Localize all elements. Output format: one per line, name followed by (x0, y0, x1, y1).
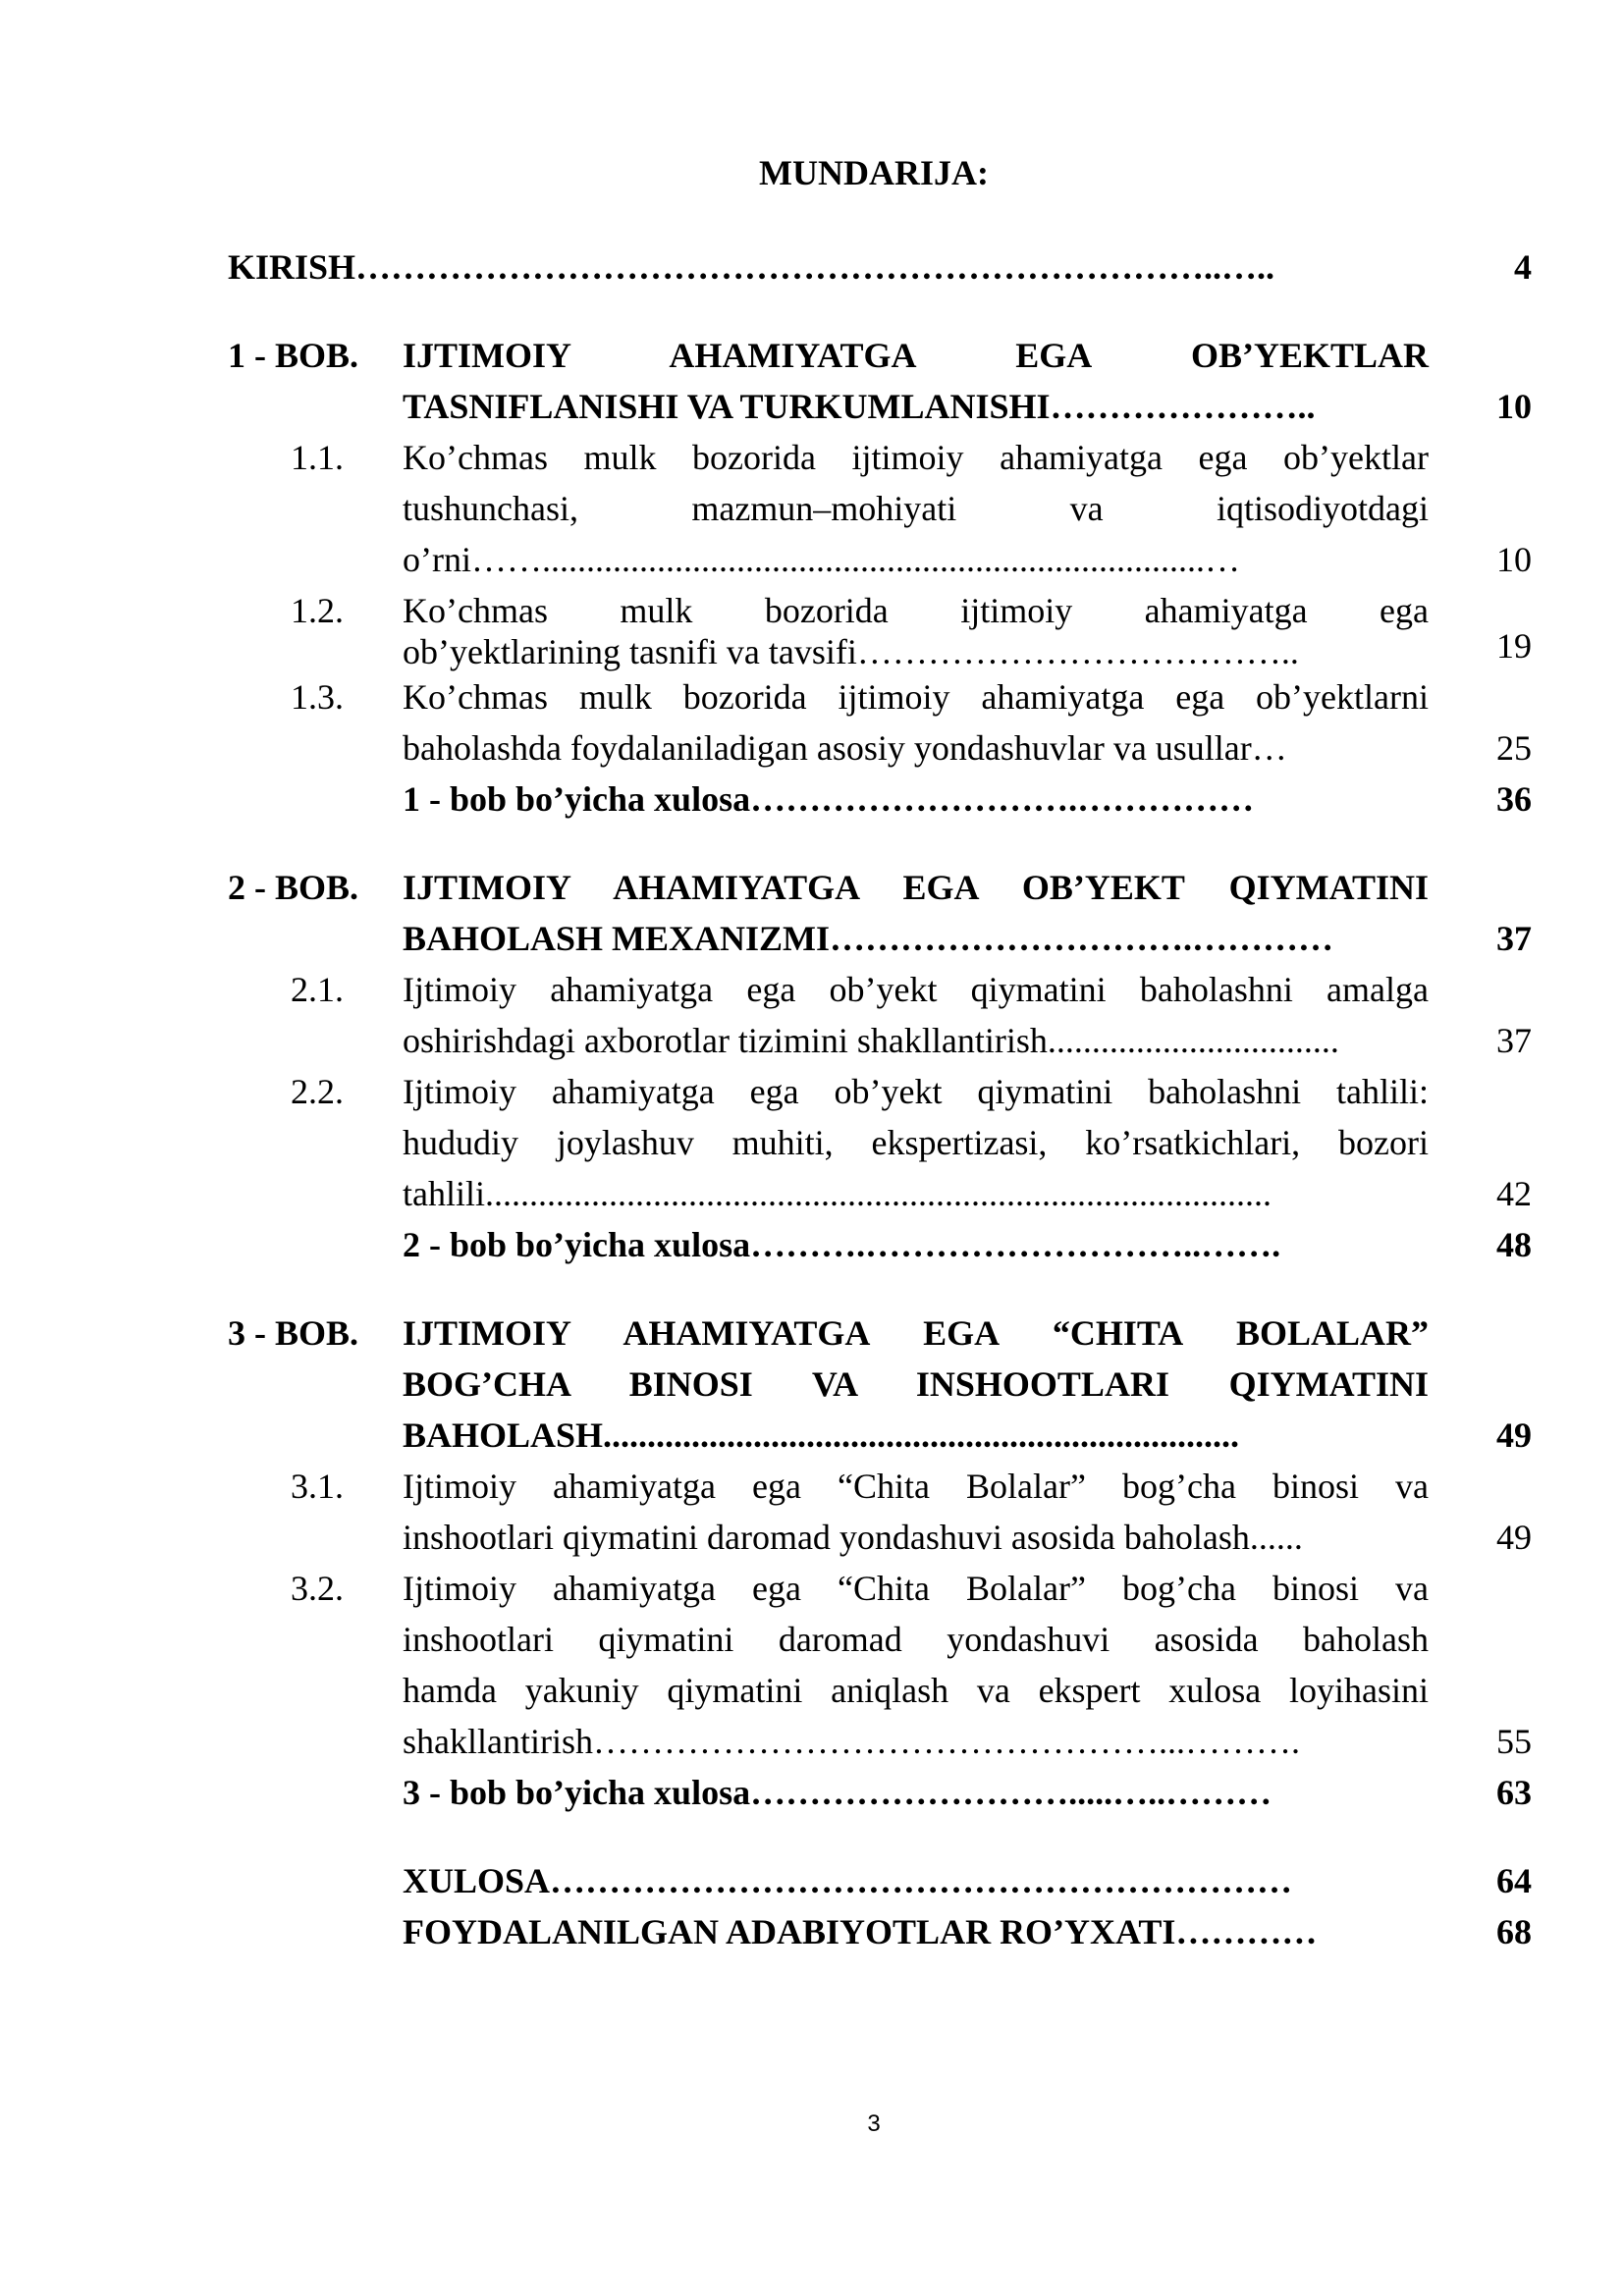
section-2-2-line3[interactable]: tahlili......................................................................................... (403, 1174, 1272, 1213)
section-1-1-line1[interactable]: Ko’chmas mulk bozorida ijtimoiy ahamiyatga ega ob’yektlar (403, 438, 1429, 477)
chapter-3-title-line2[interactable]: BOG’CHA BINOSI VA INSHOOTLARI QIYMATINI (403, 1364, 1429, 1404)
chapter-3-summary[interactable]: 3 - bob bo’yicha xulosa……………………….....…..……… (403, 1773, 1272, 1812)
section-2-1-line2[interactable]: oshirishdagi axborotlar tizimini shakllantirish................................. (403, 1021, 1339, 1060)
toc-page-kirish: 4 (1514, 247, 1532, 287)
section-1-3-line1[interactable]: Ko’chmas mulk bozorida ijtimoiy ahamiyatga ega ob’yektlarni (403, 677, 1429, 717)
chapter-3-number: 3 - BOB. (228, 1313, 359, 1353)
chapter-3-title-line3[interactable]: BAHOLASH........................................................................ (403, 1415, 1240, 1455)
section-2-2-line2[interactable]: hududiy joylashuv muhiti, ekspertizasi, ko’rsatkichlari, bozori (403, 1123, 1429, 1162)
chapter-3-summary-page: 63 (1496, 1773, 1532, 1812)
chapter-2-number: 2 - BOB. (228, 868, 359, 907)
section-2-2-page: 42 (1496, 1174, 1532, 1213)
section-2-2-line1[interactable]: Ijtimoiy ahamiyatga ega ob’yekt qiymatini baholashni tahlili: (403, 1072, 1429, 1111)
toc-page-references: 68 (1496, 1912, 1532, 1951)
section-1-3-line2[interactable]: baholashda foydalaniladigan asosiy yondashuvlar va usullar… (403, 728, 1287, 768)
section-1-3-number: 1.3. (291, 677, 344, 717)
chapter-1-summary[interactable]: 1 - bob bo’yicha xulosa……………………….…………… (403, 779, 1255, 819)
chapter-3-page: 49 (1496, 1415, 1532, 1455)
section-3-2-page: 55 (1496, 1722, 1532, 1761)
section-3-1-number: 3.1. (291, 1467, 344, 1506)
chapter-2-summary[interactable]: 2 - bob bo’yicha xulosa……….………………………..……. (403, 1225, 1281, 1264)
section-2-1-number: 2.1. (291, 970, 344, 1009)
chapter-3-title-line1[interactable]: IJTIMOIY AHAMIYATGA EGA “CHITA BOLALAR” (403, 1313, 1429, 1353)
section-1-1-line3[interactable]: o’rni……...........................................................................… (403, 540, 1240, 579)
chapter-2-title-line2[interactable]: BAHOLASH MEXANIZMI………………………….………… (403, 919, 1334, 958)
chapter-2-page: 37 (1496, 919, 1532, 958)
toc-entry-xulosa[interactable]: XULOSA……………………………………………………… (403, 1861, 1293, 1900)
section-3-2-number: 3.2. (291, 1569, 344, 1608)
section-1-3-page: 25 (1496, 728, 1532, 768)
section-2-1-line1[interactable]: Ijtimoiy ahamiyatga ega ob’yekt qiymatini baholashni amalga (403, 970, 1429, 1009)
section-1-2-number: 1.2. (291, 591, 344, 630)
section-3-1-line1[interactable]: Ijtimoiy ahamiyatga ega “Chita Bolalar” bog’cha binosi va (403, 1467, 1429, 1506)
chapter-1-page: 10 (1496, 387, 1532, 426)
section-3-1-line2[interactable]: inshootlari qiymatini daromad yondashuvi asosida baholash...... (403, 1518, 1303, 1557)
section-3-2-line1[interactable]: Ijtimoiy ahamiyatga ega “Chita Bolalar” bog’cha binosi va (403, 1569, 1429, 1608)
toc-page-xulosa: 64 (1496, 1861, 1532, 1900)
chapter-1-summary-page: 36 (1496, 779, 1532, 819)
section-1-2-line1[interactable]: Ko’chmas mulk bozorida ijtimoiy ahamiyatga ega (403, 591, 1429, 630)
toc-entry-references[interactable]: FOYDALANILGAN ADABIYOTLAR RO’YXATI………… (403, 1912, 1318, 1951)
chapter-1-number: 1 - BOB. (228, 336, 359, 375)
section-1-2-line2[interactable]: ob’yektlarining tasnifi va tavsifi……………………………….. (403, 632, 1299, 671)
chapter-2-summary-page: 48 (1496, 1225, 1532, 1264)
section-2-1-page: 37 (1496, 1021, 1532, 1060)
section-3-2-line4[interactable]: shakllantirish…………………………………………...………. (403, 1722, 1300, 1761)
page-title: MUNDARIJA: (759, 153, 989, 192)
page-number: 3 (867, 2110, 881, 2137)
toc-entry-kirish[interactable]: KIRISH………………………………………………………………..….. (228, 247, 1275, 287)
section-3-2-line3[interactable]: hamda yakuniy qiymatini aniqlash va ekspert xulosa loyihasini (403, 1671, 1429, 1710)
section-2-2-number: 2.2. (291, 1072, 344, 1111)
section-3-1-page: 49 (1496, 1518, 1532, 1557)
section-1-1-page: 10 (1496, 540, 1532, 579)
chapter-1-title-line1[interactable]: IJTIMOIY AHAMIYATGA EGA OB’YEKTLAR (403, 336, 1429, 375)
section-1-1-number: 1.1. (291, 438, 344, 477)
section-1-1-line2[interactable]: tushunchasi, mazmun–mohiyati va iqtisodiyotdagi (403, 489, 1429, 528)
chapter-2-title-line1[interactable]: IJTIMOIY AHAMIYATGA EGA OB’YEKT QIYMATINI (403, 868, 1429, 907)
chapter-1-title-line2[interactable]: TASNIFLANISHI VA TURKUMLANISHI………………….. (403, 387, 1316, 426)
section-1-2-page: 19 (1496, 626, 1532, 666)
section-3-2-line2[interactable]: inshootlari qiymatini daromad yondashuvi asosida baholash (403, 1620, 1429, 1659)
